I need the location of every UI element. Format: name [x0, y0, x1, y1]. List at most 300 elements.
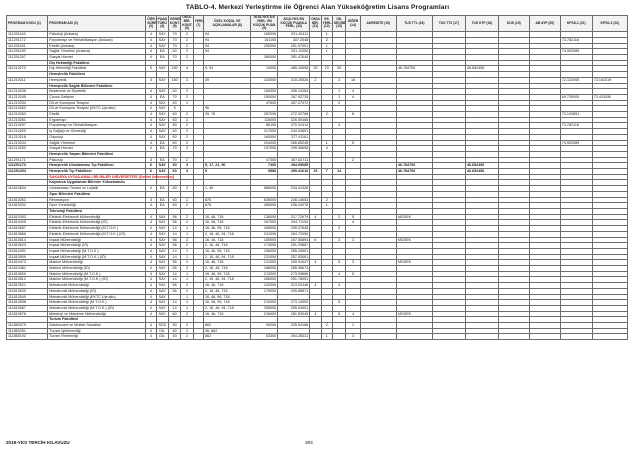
table-cell: 73.164319	[592, 77, 627, 83]
table-cell: 2	[181, 89, 193, 95]
table-cell: 377.41161	[278, 134, 310, 140]
table-cell: 250000	[251, 43, 278, 49]
table-cell: 285.96673	[278, 266, 310, 272]
table-cell: 2, 16, 46, 718	[203, 288, 250, 294]
table-cell: 4	[146, 146, 156, 152]
table-cell: SAY	[156, 43, 168, 49]
table-cell: 465000	[251, 203, 278, 209]
table-cell: 3	[181, 77, 193, 83]
table-cell: SAY	[156, 271, 168, 277]
program-name-cell: Elektrik-Elektronik Mühendisliği	[48, 214, 146, 220]
program-name-cell: Ergoterapi	[48, 117, 146, 123]
program-code-cell: 111860379	[7, 323, 48, 329]
program-name-cell: Hemşirelik	[48, 77, 146, 83]
program-code-cell: 111291263	[7, 169, 48, 175]
table-cell: 2	[181, 214, 193, 220]
table-cell: 94	[203, 43, 250, 49]
table-cell: 4	[146, 32, 156, 38]
program-name-cell: İş Sağlığı ve Güvenliği	[48, 129, 146, 135]
program-name-cell: Odyoloji	[48, 134, 146, 140]
table-cell: 50	[168, 323, 180, 329]
table-cell: 6	[346, 112, 360, 118]
program-code-cell: 111291173	[7, 163, 48, 169]
table-cell: 4	[146, 283, 156, 289]
column-header: TUS KTP (18)	[465, 16, 498, 32]
table-cell: 70	[168, 43, 180, 49]
table-cell: 499.41616	[278, 169, 310, 175]
table-cell: 94	[203, 49, 250, 55]
table-cell: 60	[168, 129, 180, 135]
table-cell: 56	[168, 214, 180, 220]
table-cell: 4	[146, 94, 156, 100]
table-cell: 317.72679	[278, 214, 310, 220]
program-code-cell: 111210273	[7, 66, 48, 72]
program-name-cell: Makine Mühendisliği	[48, 260, 146, 266]
table-cell: EA	[156, 146, 168, 152]
table-cell: MÜDEK	[396, 260, 432, 266]
table-cell: 862	[203, 323, 250, 329]
table-cell: 3	[181, 163, 193, 169]
table-cell: 862	[203, 334, 250, 340]
program-name-cell: Psikoloji	[48, 157, 146, 163]
table-cell: 2	[181, 186, 193, 192]
program-name-cell: SAKARYA UYGULAMALI BİLİMLER ÜNİVERSİTESİ (Devlet Üniversitesi)	[49, 174, 175, 179]
program-name-cell: Diş Hekimliği Fakültesi	[48, 60, 146, 66]
table-cell: 2	[181, 94, 193, 100]
table-cell	[360, 334, 396, 340]
table-cell: 132000	[251, 283, 278, 289]
column-header: GENEL KONT. (5)	[168, 16, 180, 32]
table-cell: 60	[168, 169, 180, 175]
program-code-cell: 111210281	[7, 117, 48, 123]
program-code-cell: 111210236	[7, 89, 48, 95]
program-name-cell: Metalurji ve Malzeme Mühendisliği	[48, 311, 146, 317]
table-cell: 636000	[251, 197, 278, 203]
table-cell	[310, 334, 321, 340]
table-cell: 1, 46	[203, 186, 250, 192]
table-cell: 255000	[251, 305, 278, 311]
table-cell: 213000	[251, 271, 278, 277]
program-code-cell: 111810500	[7, 271, 48, 277]
table-cell: 326.50466	[278, 117, 310, 123]
table-cell: 174000	[251, 243, 278, 249]
program-code-cell: 111291172	[7, 37, 48, 43]
table-cell: 197000	[251, 146, 278, 152]
table-cell: 188000	[251, 266, 278, 272]
program-name-cell: Mekatronik Mühendisliği (İÖ)	[48, 288, 146, 294]
program-name-cell: İnşaat Mühendisliği (M.T.O.K.) (İÖ)	[48, 254, 146, 260]
program-name-cell: Kaynarca Uygulamalı Bilimler Yüksekokulu	[48, 180, 146, 186]
table-cell: 116000	[251, 117, 278, 123]
table-cell: 2	[181, 37, 193, 43]
table-cell: 2	[181, 134, 193, 140]
table-cell: 1	[321, 140, 332, 146]
table-cell: SAY	[156, 277, 168, 283]
table-cell	[465, 334, 498, 340]
table-cell: 2	[181, 266, 193, 272]
table-cell: 254.28331	[278, 334, 310, 340]
table-cell: 46.784706	[396, 66, 432, 72]
table-cell: 14	[332, 169, 345, 175]
table-header-row	[7, 16, 628, 32]
table-cell: 257000	[251, 112, 278, 118]
column-header: EK YERL. (12)	[321, 16, 332, 32]
table-cell: 39	[203, 77, 250, 83]
table-cell: 80	[168, 123, 180, 129]
table-cell: 266000	[251, 277, 278, 283]
table-body	[7, 32, 628, 340]
table-cell: 46.784706	[396, 169, 432, 175]
table-cell: 4	[146, 49, 156, 55]
table-cell: 60	[168, 140, 180, 146]
table-cell: 305.91047	[278, 260, 310, 266]
table-cell: 1	[321, 334, 332, 340]
table-cell: 56	[168, 283, 180, 289]
table-cell: SAY	[156, 226, 168, 232]
table-cell: 165000	[251, 237, 278, 243]
table-cell: 4	[146, 248, 156, 254]
table-cell: 2	[332, 226, 345, 232]
table-cell: SAY	[156, 237, 168, 243]
table-cell: 2	[181, 203, 193, 209]
table-cell: MÜDEK	[396, 311, 432, 317]
table-cell: 5	[332, 300, 345, 306]
table-cell: SAY	[156, 266, 168, 272]
table-cell: 2	[181, 323, 193, 329]
table-cell: 2	[346, 157, 360, 163]
program-code-cell: 111810472	[7, 260, 48, 266]
table-cell: 4	[146, 305, 156, 311]
table-cell: 72.322005	[560, 77, 592, 83]
table-cell: 4	[146, 55, 156, 61]
table-cell: 16, 46, 718	[203, 260, 250, 266]
table-cell: 4	[146, 43, 156, 49]
program-name-cell: Rekreasyon	[48, 197, 146, 203]
table-cell: 46.784706	[396, 163, 432, 169]
table-cell: SÖZ	[156, 323, 168, 329]
table-cell: 5, 94	[203, 66, 250, 72]
table-cell: DİL	[156, 328, 168, 334]
table-cell: 1	[321, 49, 332, 55]
column-header: PROGRAM ADI (2)	[48, 16, 146, 32]
table-cell: SAY	[156, 283, 168, 289]
table-cell: 5580	[251, 169, 278, 175]
table-cell: 231000	[251, 254, 278, 260]
table-cell: 23	[321, 66, 332, 72]
table-cell: SAY	[156, 129, 168, 135]
table-cell: 4	[332, 283, 345, 289]
program-table	[6, 15, 628, 340]
table-cell: 1	[181, 100, 193, 106]
program-code-cell: 111810521	[7, 283, 48, 289]
table-cell: 2	[321, 197, 332, 203]
table-cell: 4	[146, 334, 156, 340]
table-cell: 2	[181, 146, 193, 152]
column-header: DİĞER (14)	[346, 16, 360, 32]
program-name-cell: Beslenme ve Diyetetik	[48, 89, 146, 95]
program-code-cell: 111810263	[7, 197, 48, 203]
table-cell: 60	[168, 117, 180, 123]
table-cell: 4	[346, 220, 360, 226]
table-cell: 179000	[251, 288, 278, 294]
table-cell: EA	[156, 186, 168, 192]
column-header: DİL SEÇİMİ (13)	[332, 16, 345, 32]
table-cell: 260000	[251, 55, 278, 61]
program-name-cell: Çocuk Gelişimi	[48, 94, 146, 100]
table-cell: 5	[346, 271, 360, 277]
program-code-cell: 111810481	[7, 266, 48, 272]
table-cell: 4	[332, 271, 345, 277]
table-cell: 2, 16, 46, 94, 718	[203, 254, 250, 260]
table-cell: 4	[146, 294, 156, 300]
table-cell: 307.2548	[278, 37, 310, 43]
table-cell: 2	[181, 328, 193, 334]
table-cell: 70	[168, 55, 180, 61]
table-cell: 5, 17, 21, 90	[203, 163, 250, 169]
program-name-cell: Diş Hekimliği Fakültesi	[48, 66, 146, 72]
table-cell: 210000	[251, 300, 278, 306]
table-cell: EA	[156, 55, 168, 61]
table-cell: 47300	[251, 157, 278, 163]
table-cell: 1	[181, 248, 193, 254]
table-cell: 3	[332, 237, 345, 243]
table-cell: EA	[156, 94, 168, 100]
table-cell: 4	[321, 146, 332, 152]
program-name-cell: Turizm İşletmeciliği	[48, 328, 146, 334]
table-cell: 47600	[251, 100, 278, 106]
column-header: OKUL BİR. (11)	[310, 16, 321, 32]
table-cell: 257.53061	[278, 254, 310, 260]
column-header: TUS TT2 (17)	[432, 16, 465, 32]
table-cell: 96	[203, 106, 250, 112]
table-cell: 238.44070	[278, 203, 310, 209]
table-cell: 2	[181, 32, 193, 38]
table-cell: 290.89871	[278, 288, 310, 294]
table-cell: 5	[346, 140, 360, 146]
table-cell: 2	[181, 140, 193, 146]
program-name-cell: Hemşirelik Yaşam Bilimleri Fakültesi	[48, 151, 146, 157]
table-cell: 876	[203, 203, 250, 209]
table-cell	[193, 334, 203, 340]
table-cell: SAY	[156, 123, 168, 129]
table-cell: 2	[181, 311, 193, 317]
program-table-container	[6, 15, 628, 340]
program-code-cell: 111210263	[7, 112, 48, 118]
program-name-cell: Fizyoterapi ve Rehabilitasyon (Ankara)	[48, 37, 146, 43]
table-cell: 189000	[251, 226, 278, 232]
program-code-cell: 111210209	[7, 129, 48, 135]
table-cell: 2	[181, 283, 193, 289]
table-cell: 74.903089	[560, 49, 592, 55]
table-cell: 16, 46, 95, 718	[203, 271, 250, 277]
table-cell: SAY	[156, 169, 168, 175]
table-cell: 56	[168, 243, 180, 249]
program-code-cell: 111210253	[7, 146, 48, 152]
table-cell: 2, 16, 46, 94, 718	[203, 305, 250, 311]
table-cell: SAY	[156, 66, 168, 72]
table-cell: 6	[310, 237, 321, 243]
program-name-cell: İnşaat Mühendisliği (M.T.O.K.)	[48, 248, 146, 254]
table-cell: 4	[146, 254, 156, 260]
table-cell: 264.72050	[278, 231, 310, 237]
table-cell: 121000	[251, 260, 278, 266]
program-code-cell: 111210297	[7, 123, 48, 129]
column-header: KPSS-2 (22)	[592, 16, 627, 32]
table-cell: 94	[203, 32, 250, 38]
program-code-cell: 111810623	[7, 243, 48, 249]
table-cell: 16, 46, 718	[203, 237, 250, 243]
table-cell: 30	[332, 66, 345, 72]
table-cell: 1	[321, 32, 332, 38]
program-code-cell: 111810491	[7, 248, 48, 254]
program-name-cell: Mekatronik Mühendisliği (M.T.O.K.) (İÖ)	[48, 305, 146, 311]
table-cell: 259.04901	[278, 305, 310, 311]
table-cell: 70	[168, 146, 180, 152]
program-code-cell: 111210263	[7, 106, 48, 112]
table-cell: 307.55894	[278, 237, 310, 243]
table-cell: 4	[146, 288, 156, 294]
table-cell: 14	[168, 254, 180, 260]
table-cell: 2	[181, 49, 193, 55]
table-cell: 317000	[251, 129, 278, 135]
program-name-cell: Hemşirelik Fakültesi	[48, 72, 146, 78]
column-header: YERL. (7)	[193, 16, 203, 32]
table-cell: 56	[168, 237, 180, 243]
column-header: KPSS-1 (21)	[560, 16, 592, 32]
table-cell: SAY	[156, 100, 168, 106]
table-cell: 5	[332, 311, 345, 317]
column-header: 2018-YKS EN KÜÇÜK PUANLA YERL. (10)	[278, 16, 310, 32]
table-cell: 4	[146, 37, 156, 43]
table-cell: 2	[321, 37, 332, 43]
table-cell: 70	[168, 32, 180, 38]
table-cell: 16, 46, 95, 718	[203, 248, 250, 254]
table-cell: 4	[146, 106, 156, 112]
program-name-cell: İnşaat Mühendisliği (İÖ)	[48, 243, 146, 249]
table-cell: 1	[321, 43, 332, 49]
table-cell: 4	[310, 214, 321, 220]
table-cell: 4	[146, 271, 156, 277]
table-cell: 4	[146, 134, 156, 140]
program-code-cell: 111810332	[7, 203, 48, 209]
table-cell: SAY	[156, 231, 168, 237]
table-cell: SAY	[156, 294, 168, 300]
table-cell: 216000	[251, 311, 278, 317]
table-cell	[592, 334, 627, 340]
table-cell: 2	[181, 243, 193, 249]
table-cell: 60	[168, 311, 180, 317]
table-cell: 30	[168, 163, 180, 169]
program-name-cell: Uluslararası Ticaret ve Lojistik	[48, 186, 146, 192]
program-name-cell: Psikoloji (Ankara)	[48, 32, 146, 38]
page-number: 383	[305, 440, 313, 445]
program-name-cell: Spor Bilimleri Fakültesi	[48, 191, 146, 197]
table-cell: 14	[168, 248, 180, 254]
table-cell: 16, 46, 718	[203, 220, 250, 226]
program-code-cell: 111291207	[7, 55, 48, 61]
table-cell: 40	[168, 100, 180, 106]
table-cell: 1	[181, 294, 193, 300]
table-cell: 3	[346, 334, 360, 340]
table-cell: 136000	[251, 214, 278, 220]
table-cell: 294.71194	[278, 220, 310, 226]
table-cell: 16, 46, 718	[203, 214, 250, 220]
column-header: 2018-YKS İLK YERL. EN KÜÇÜK PUAN (9)	[251, 16, 278, 32]
table-cell: 16, 46, 95, 718	[203, 226, 250, 232]
table-cell: 4	[181, 66, 193, 72]
table-cell: SAY	[156, 254, 168, 260]
table-cell: 60	[168, 186, 180, 192]
program-name-cell: Mekatronik Mühendisliği (KKTC Uyruklu)	[48, 294, 146, 300]
table-cell: 161100	[251, 37, 278, 43]
table-cell: 204000	[251, 140, 278, 146]
table-cell: 69.730000	[560, 94, 592, 100]
table-cell: 14	[168, 231, 180, 237]
program-code-cell: 111291190	[7, 49, 48, 55]
program-name-cell: Mekatronik Mühendisliği	[48, 283, 146, 289]
table-cell: 261.97001	[278, 43, 310, 49]
table-cell: 70	[168, 37, 180, 43]
table-cell: 40	[168, 334, 180, 340]
table-cell: 4	[146, 117, 156, 123]
table-cell	[529, 334, 560, 340]
column-header: DUS (19)	[498, 16, 529, 32]
program-name-cell: Elektrik-Elektronik Mühendisliği (İÖ)	[48, 220, 146, 226]
table-cell: 2	[181, 220, 193, 226]
table-cell: MÜDEK	[396, 237, 432, 243]
table-cell: 167000	[251, 220, 278, 226]
table-cell: 86100	[251, 123, 278, 129]
table-cell: 4	[146, 277, 156, 283]
table-cell: 60	[168, 134, 180, 140]
table-cell: 3	[332, 77, 345, 83]
table-cell: EA	[156, 140, 168, 146]
table-cell: 1	[321, 203, 332, 209]
table-cell: SAY	[156, 214, 168, 220]
table-cell: 133000	[251, 77, 278, 83]
table-cell: 14	[168, 277, 180, 283]
table-cell: 290.27648	[278, 226, 310, 232]
table-cell: 14	[168, 300, 180, 306]
program-code-cell: 111810512	[7, 277, 48, 283]
table-cell: SAY	[156, 305, 168, 311]
table-cell: 2	[181, 237, 193, 243]
table-cell: 14	[168, 226, 180, 232]
table-cell: 39, 78	[203, 112, 250, 118]
table-cell: 46.652456	[465, 66, 498, 72]
table-cell: 73.782118	[560, 123, 592, 129]
table-cell: SAY	[156, 89, 168, 95]
table-cell	[560, 334, 592, 340]
table-cell: 16, 46, 718	[203, 283, 250, 289]
table-cell: 4	[146, 123, 156, 129]
program-name-cell: Spor Yöneticiliği	[48, 203, 146, 209]
table-cell: 4	[310, 260, 321, 266]
program-code-cell: 111860351	[7, 328, 48, 334]
table-cell: 46.652456	[465, 163, 498, 169]
table-cell: 56	[168, 288, 180, 294]
table-cell: SAY	[156, 300, 168, 306]
program-name-cell: Sağlık Yönetimi (Ankara)	[48, 49, 146, 55]
table-cell: 73.103851	[560, 112, 592, 118]
table-cell: 46, 862	[203, 328, 250, 334]
program-code-cell: 111210211	[7, 77, 48, 83]
program-name-cell: Elektrik-Elektronik Mühendisliği (M.T.O.K.) (İÖ)	[48, 231, 146, 237]
table-cell: 16	[346, 77, 360, 83]
table-cell: 2	[181, 157, 193, 163]
program-code-cell: 111810666	[7, 231, 48, 237]
table-cell: 1	[181, 300, 193, 306]
